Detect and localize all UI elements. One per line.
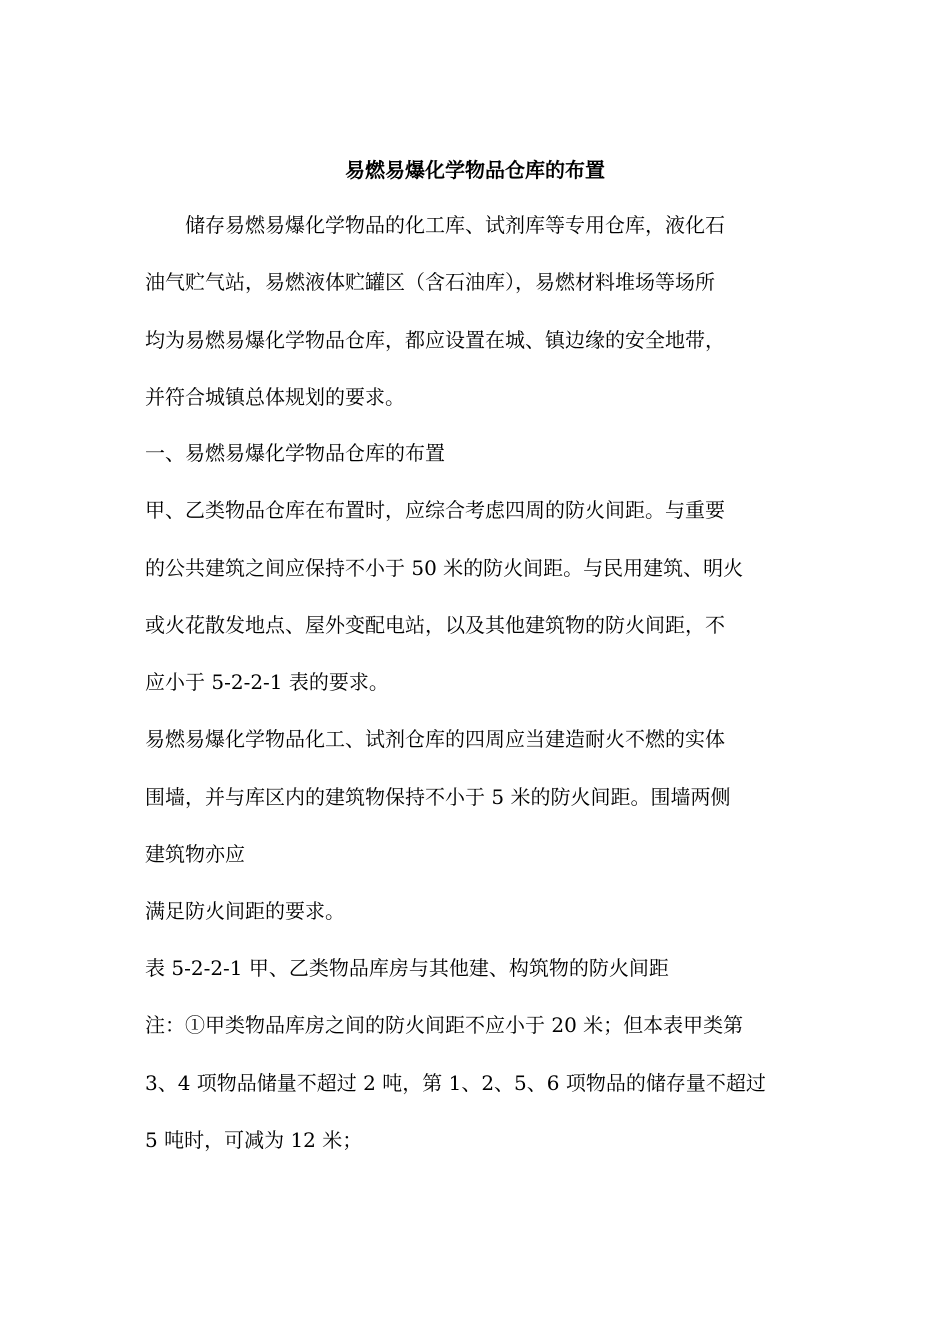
paragraph-line: 甲、乙类物品仓库在布置时，应综合考虑四周的防火间距。与重要 — [145, 498, 725, 522]
document-title: 易燃易爆化学物品仓库的布置 — [345, 158, 605, 182]
paragraph-line: 储存易燃易爆化学物品的化工库、试剂库等专用仓库，液化石 — [145, 213, 725, 237]
paragraph-line: 易燃易爆化学物品化工、试剂仓库的四周应当建造耐火不燃的实体 — [145, 727, 725, 751]
paragraph-line: 或火花散发地点、屋外变配电站，以及其他建筑物的防火间距，不 — [145, 613, 725, 637]
paragraph-line: 油气贮气站，易燃液体贮罐区（含石油库），易燃材料堆场等场所 — [145, 270, 715, 294]
paragraph-line: 的公共建筑之间应保持不小于 50 米的防火间距。与民用建筑、明火 — [145, 556, 744, 580]
paragraph-line: 应小于 5-2-2-1 表的要求。 — [145, 670, 389, 694]
note-line: 3、4 项物品储量不超过 2 吨，第 1、2、5、6 项物品的储存量不超过 — [145, 1071, 766, 1095]
paragraph-line: 建筑物亦应 — [145, 842, 245, 866]
paragraph-line: 围墙，并与库区内的建筑物保持不小于 5 米的防火间距。围墙两侧 — [145, 785, 731, 809]
section-heading: 一、易燃易爆化学物品仓库的布置 — [145, 441, 445, 465]
table-caption: 表 5-2-2-1 甲、乙类物品库房与其他建、构筑物的防火间距 — [145, 956, 669, 980]
paragraph-line: 均为易燃易爆化学物品仓库，都应设置在城、镇边缘的安全地带， — [145, 328, 725, 352]
paragraph-line: 满足防火间距的要求。 — [145, 899, 345, 923]
note-line: 5 吨时，可减为 12 米； — [145, 1128, 363, 1152]
paragraph-line: 并符合城镇总体规划的要求。 — [145, 385, 405, 409]
note-line: 注：①甲类物品库房之间的防火间距不应小于 20 米；但本表甲类第 — [145, 1013, 744, 1037]
